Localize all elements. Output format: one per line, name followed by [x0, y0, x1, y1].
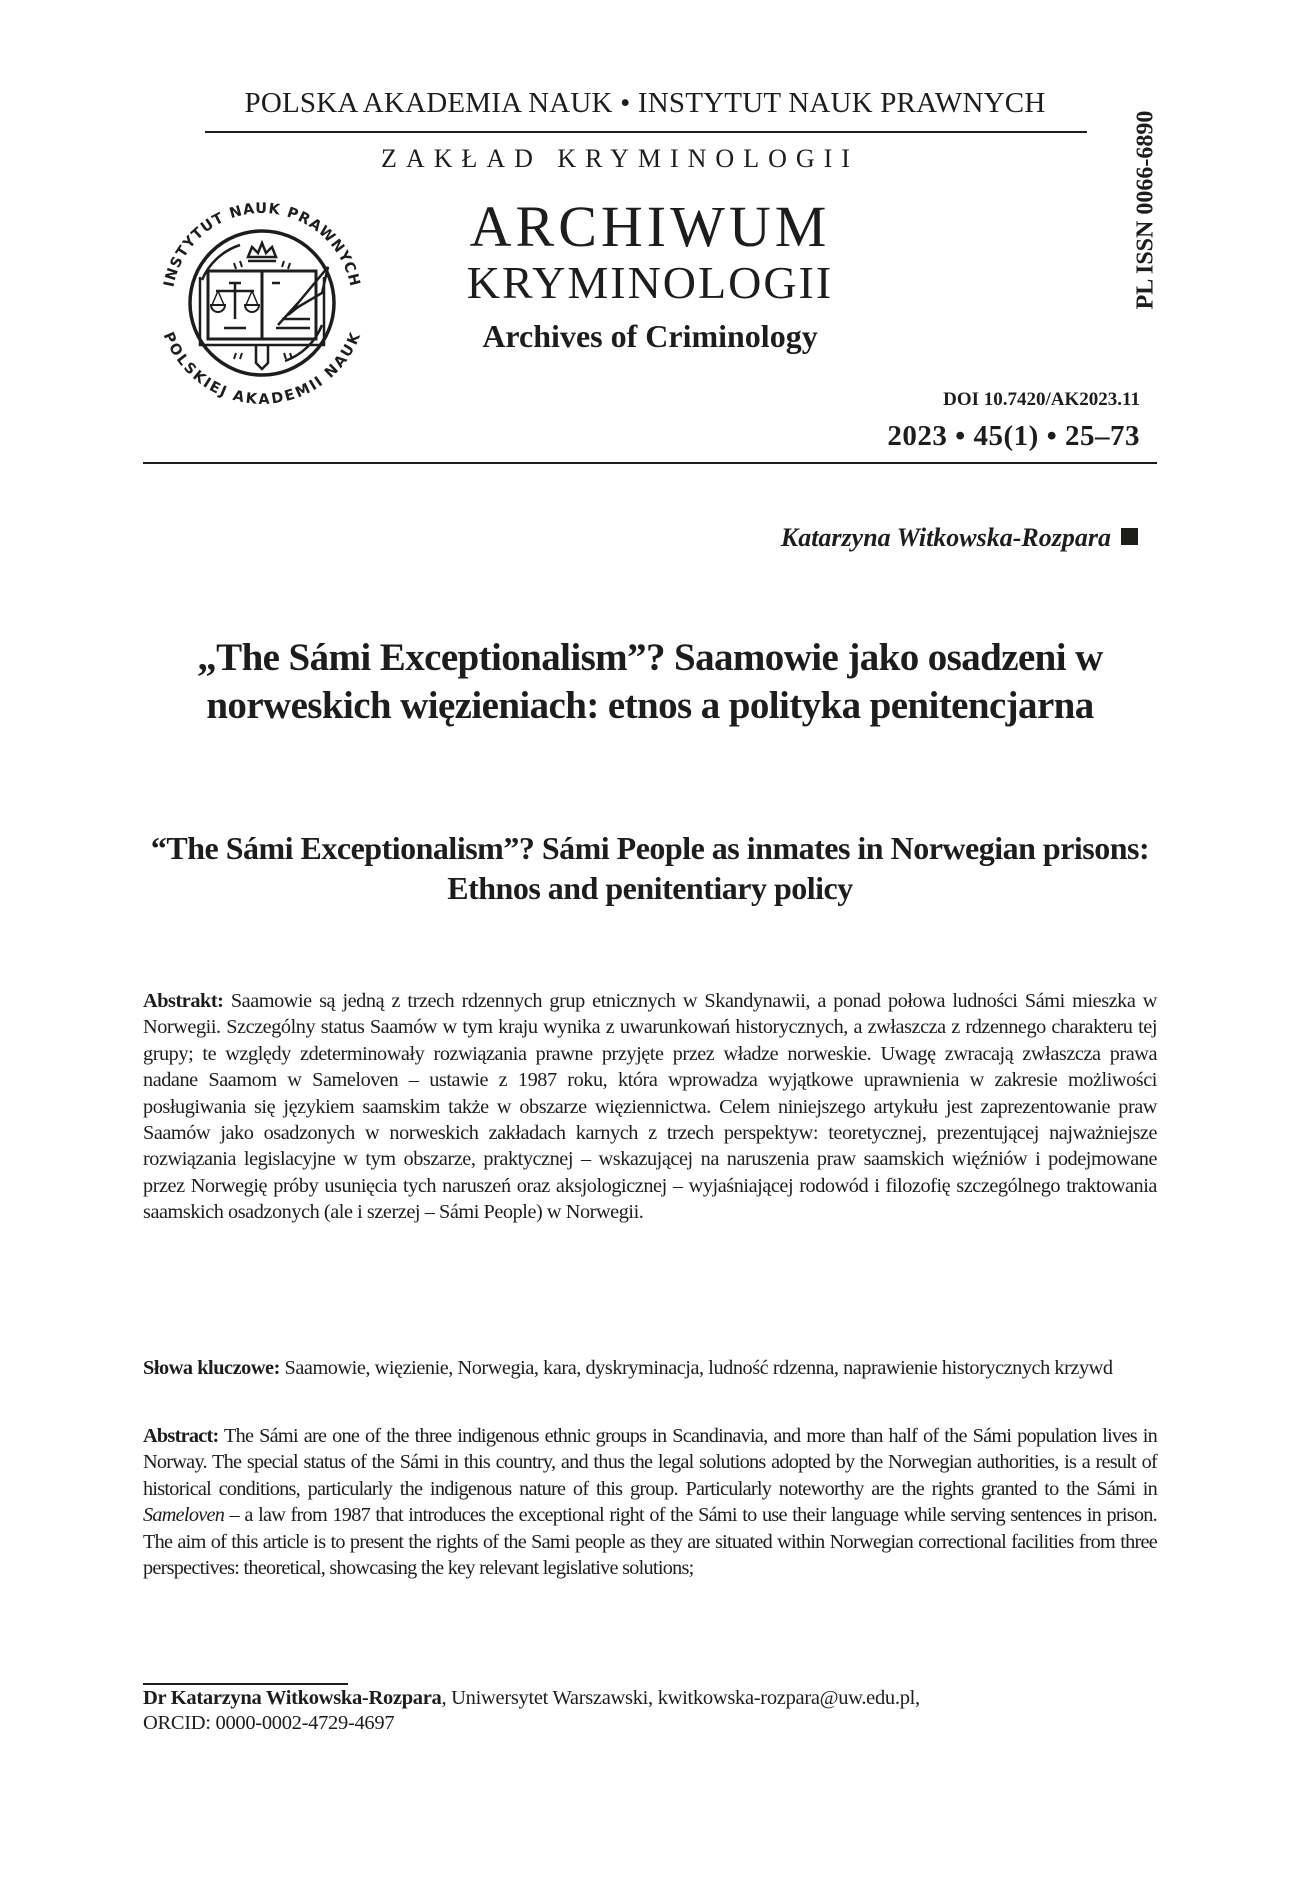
svg-text:POLSKIEJ AKADEMII NAUK: POLSKIEJ AKADEMII NAUK [159, 329, 365, 408]
doi: DOI 10.7420/AK2023.11 [943, 389, 1140, 410]
abstract-polish-label: Abstrakt: [143, 990, 224, 1012]
institute-logo [150, 185, 375, 415]
footnote-rule [143, 1683, 348, 1685]
footnote-orcid: ORCID: 0000-0002-4729-4697 [143, 1712, 395, 1734]
department-name: ZAKŁAD KRYMINOLOGII [381, 144, 859, 173]
header-bottom-rule [143, 462, 1157, 464]
issn-text: PL ISSN 0066-6890 [1132, 110, 1159, 310]
abstract-english-italic: Sameloven [143, 1504, 225, 1527]
journal-title-english: Archives of Criminology [482, 318, 818, 354]
issn-label [1126, 90, 1166, 330]
keywords-label: Słowa kluczowe: [143, 1357, 280, 1379]
author-name: Katarzyna Witkowska-Rozpara [780, 523, 1111, 552]
author-footnote [143, 1686, 1157, 1736]
book-scales-quill-emblem-icon [150, 185, 375, 415]
journal-title-line1: ARCHIWUM [469, 194, 831, 259]
abstract-polish [143, 988, 1157, 1226]
footnote-affiliation-email: , Uniwersytet Warszawski, kwitkowska-rozpara@uw.edu.pl, [441, 1687, 920, 1709]
abstract-english [143, 1423, 1157, 1581]
footnote-author-name: Dr Katarzyna Witkowska-Rozpara [143, 1687, 442, 1709]
citation-volume-pages: 2023 • 45(1) • 25–73 [887, 420, 1140, 452]
abstract-english-text-1: The Sámi are one of the three indigenous ethnic groups in Scandinavia, and more than half of the Sámi population lives in Norway. The special status of the Sámi in this country, and thus the legal solutions adopted by the Norwegian authorities, is a result of historical conditions, particularly the indigenous nature of this group. Particularly noteworthy are the rights granted to the Sámi in [143, 1425, 1157, 1500]
svg-text:INSTYTUT NAUK PRAWNYCH: INSTYTUT NAUK PRAWNYCH [161, 200, 363, 289]
title-polish: „The Sámi Exceptionalism”? Saamowie jako osadzeni w norweskich więzieniach: etnos a polityka penitencjarna [197, 636, 1103, 727]
article-author [781, 523, 1138, 553]
journal-title-line2: KRYMINOLOGII [466, 257, 834, 308]
institution-line: POLSKA AKADEMIA NAUK • INSTYTUT NAUK PRAWNYCH [244, 87, 1046, 119]
keywords-polish [143, 1355, 1157, 1381]
abstract-english-label: Abstract: [143, 1425, 219, 1447]
title-english: “The Sámi Exceptionalism”? Sámi People as inmates in Norwegian prisons: Ethnos and penitentiary policy [150, 830, 1150, 906]
keywords-text: Saamowie, więzienie, Norwegia, kara, dyskryminacja, ludność rdzenna, naprawienie historycznych krzywd [284, 1357, 1113, 1379]
black-square-icon [1121, 528, 1138, 545]
abstract-english-text-2: – a law from 1987 that introduces the exceptional right of the Sámi to use their language while serving sentences in prison. The aim of this article is to present the rights of the Sami people as they are situated within Norwegian correctional facilities from three perspectives: theoretical, showcasing the key relevant legislative solutions; [143, 1504, 1157, 1580]
header-top-rule [205, 131, 1087, 133]
abstract-polish-text: Saamowie są jedną z trzech rdzennych grup etnicznych w Skandynawii, a ponad połowa ludności Sámi mieszka w Norwegii. Szczególny status Saamów w tym kraju wynika z uwarunkowań historycznych, a zwłaszcza z rdzennego charakteru tej grupy; te względy zdeterminowały rozwiązania prawne przyjęte przez władze norweskie. Uwagę zwracają zwłaszcza prawa nadane Saamom w Sameloven – ustawie z 1987 roku, która wprowadza wyjątkowe uprawnienia w zakresie możliwości posługiwania się językiem saamskim także w obszarze więziennictwa. Celem niniejszego artykułu jest zaprezentowanie praw Saamów jako osadzonych w norweskich zakładach karnych z trzech perspektyw: teoretycznej, prezentującej najważniejsze rozwiązania legislacyjne w tym obszarze, praktycznej – wskazującej na naruszenia praw saamskich więźniów i podejmowane przez Norwegię próby usunięcia tych naruszeń oraz aksjologicznej – wyjaśniającej rodowód i filozofię szczególnego traktowania saamskich osadzonych (ale i szerzej – Sámi People) w Norwegii. [143, 990, 1157, 1224]
